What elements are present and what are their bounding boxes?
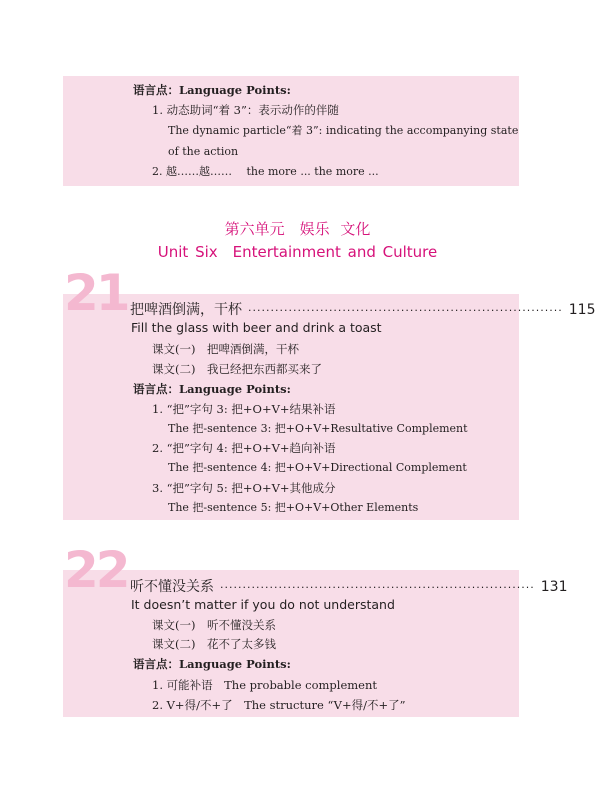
point-item-en: The 把-sentence 3: 把+O+V+Resultative Complement	[168, 422, 468, 435]
point-item-en: The dynamic particle“着 3”: indicating the accompanying state	[168, 124, 519, 137]
point-item-en: The 把-sentence 4: 把+O+V+Directional Complement	[168, 461, 467, 474]
lesson-title-en: It doesn’t matter if you do not understand	[131, 597, 395, 612]
point-item: 1. 动态助词“着 3”：表示动作的伴随	[152, 103, 339, 117]
point-item: 2. V+得/不+了 The structure “V+得/不+了”	[152, 698, 406, 712]
point-item: 1. 可能补语 The probable complement	[152, 678, 378, 692]
lesson-title-cn[interactable]: 听不懂没关系	[130, 579, 214, 595]
point-item: 1. “把”字句 3: 把+O+V+结果补语	[152, 402, 336, 416]
page-number[interactable]: 131	[540, 579, 568, 595]
text-item: 课文(二) 花不了太多钱	[152, 637, 276, 651]
text-item: 课文(一) 听不懂没关系	[152, 618, 276, 632]
text-item: 课文(一) 把啤酒倒满，干杯	[152, 342, 299, 356]
page-number[interactable]: 115	[568, 302, 596, 318]
leader-dots: ······································································	[248, 304, 563, 317]
point-item-en: The 把-sentence 5: 把+O+V+Other Elements	[168, 501, 419, 514]
lesson-title-row[interactable]	[130, 576, 568, 596]
unit-title-cn: 第六单元 娱乐 文化	[224, 220, 371, 238]
language-points-label: 语言点：Language Points:	[133, 83, 291, 97]
point-item: 3. “把”字句 5: 把+O+V+其他成分	[152, 481, 336, 495]
lesson-number: 22	[64, 541, 128, 599]
point-item-en: of the action	[168, 145, 239, 158]
text-item: 课文(二) 我已经把东西都买来了	[152, 362, 322, 376]
leader-dots: ······································································	[220, 581, 535, 594]
language-points-label: 语言点：Language Points:	[133, 382, 291, 396]
point-item: 2. 越……越…… the more ... the more ...	[152, 165, 379, 178]
unit-title-en: Unit Six Entertainment and Culture	[157, 243, 438, 261]
lesson-title-row[interactable]	[130, 299, 596, 319]
language-points-label: 语言点：Language Points:	[133, 657, 291, 671]
lesson-title-en: Fill the glass with beer and drink a toast	[131, 320, 382, 335]
lesson-number: 21	[64, 264, 128, 322]
point-item: 2. “把”字句 4: 把+O+V+趋向补语	[152, 441, 336, 455]
lesson-title-cn[interactable]: 把啤酒倒满，干杯	[130, 302, 242, 318]
